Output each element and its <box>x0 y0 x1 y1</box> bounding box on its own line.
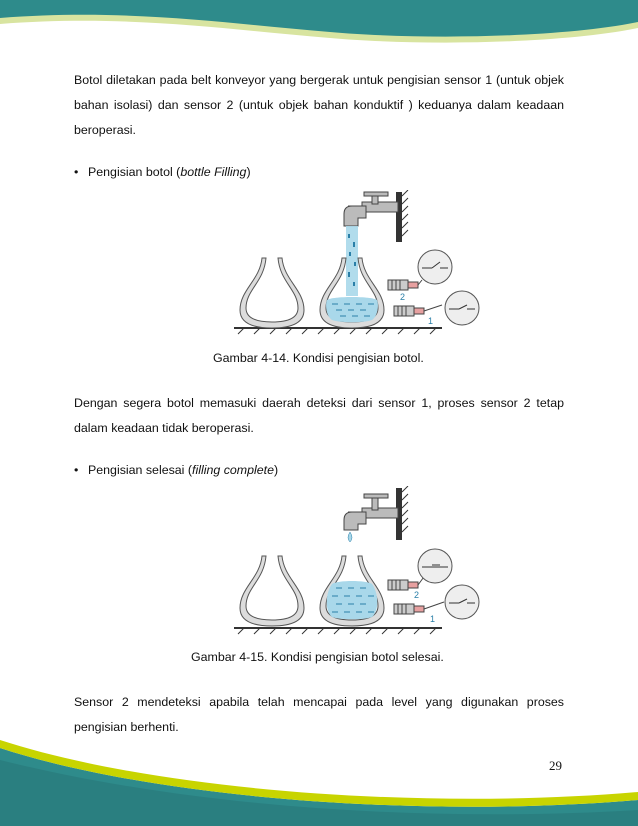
bullet-icon: • <box>74 165 79 179</box>
bullet-italic: filling complete <box>192 463 274 477</box>
paragraph-2: Dengan segera botol memasuki daerah deteksi dari sensor 1, proses sensor 2 tetap dalam keadaan tidak beroperasi. <box>74 396 564 435</box>
faucet-icon <box>344 494 398 530</box>
page-number: 29 <box>549 758 562 773</box>
switch-open-icon <box>445 291 479 325</box>
bottle-full-icon <box>320 556 384 626</box>
bullet-icon: • <box>74 463 79 477</box>
sensor-1-label: 1 <box>430 614 436 624</box>
figure-2-caption: Gambar 4-15. Kondisi pengisian botol selesai. <box>191 650 444 664</box>
header-decoration <box>0 0 638 60</box>
bullet-close: ) <box>246 165 251 179</box>
sensor-2-icon <box>388 280 418 290</box>
bullet-filling-complete <box>74 460 278 480</box>
sensor-2-label: 2 <box>414 590 420 600</box>
bullet-bottle-filling <box>74 162 251 182</box>
faucet-icon <box>344 192 398 226</box>
bottle-empty-icon <box>240 258 304 328</box>
switch-closed-icon <box>418 549 452 583</box>
sensor-1-icon <box>394 306 424 316</box>
figure-filling <box>232 190 492 340</box>
bullet-text: Pengisian botol ( <box>88 165 181 179</box>
switch-open-icon <box>418 250 452 284</box>
sensor-2-label: 2 <box>400 292 406 302</box>
paragraph-1: Botol diletakan pada belt konveyor yang bergerak untuk pengisian sensor 1 (untuk objek bahan isolasi) dan sensor 2 (untuk objek bahan konduktif ) keduanya dalam keadaan beroperasi. <box>74 73 564 137</box>
bullet-text: Pengisian selesai ( <box>88 463 193 477</box>
bullet-close: ) <box>273 463 279 477</box>
figure-1-caption: Gambar 4-14. Kondisi pengisian botol. <box>213 351 424 365</box>
paragraph-3: Sensor 2 mendeteksi apabila telah mencapai pada level yang digunakan proses pengisian berhenti. <box>74 695 564 734</box>
bullet-italic: bottle Filling <box>180 165 247 179</box>
sensor-2-icon <box>388 580 418 590</box>
bottle-empty-icon <box>240 556 304 626</box>
footer-decoration <box>0 740 638 826</box>
switch-open-icon <box>445 585 479 619</box>
sensor-1-icon <box>394 604 424 614</box>
sensor-1-label: 1 <box>428 316 434 326</box>
figure-filling-complete <box>232 486 492 638</box>
